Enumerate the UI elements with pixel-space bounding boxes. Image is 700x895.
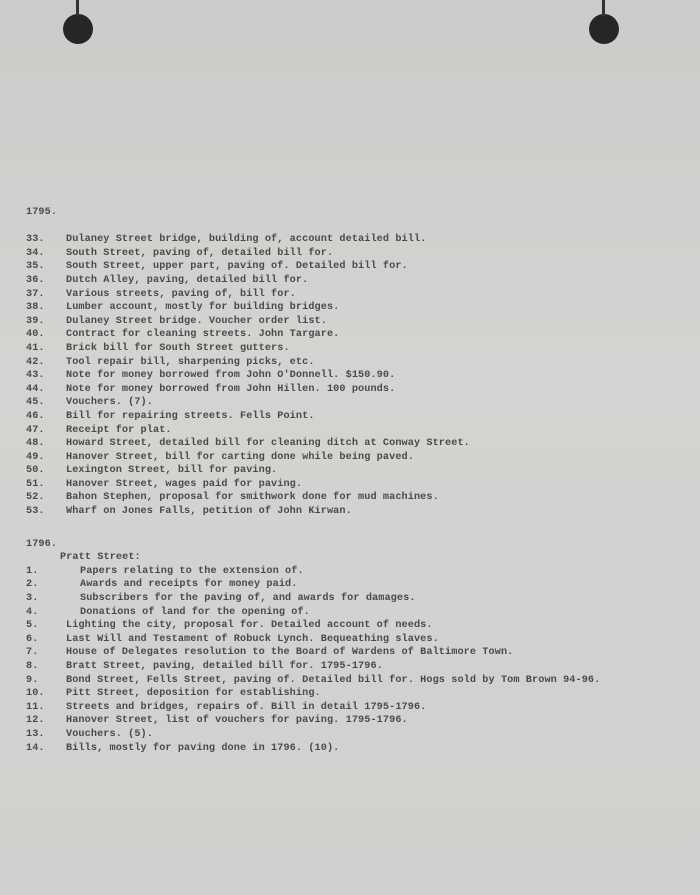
entry-number: 42. <box>26 356 45 368</box>
punch-hole-left <box>63 14 93 44</box>
entry-text: South Street, paving of, detailed bill for. <box>66 247 334 259</box>
entry-text: Bratt Street, paving, detailed bill for. 1795-1796. <box>66 661 383 672</box>
year-heading-1796: 1796. <box>26 538 58 550</box>
entry-number: 8. <box>26 661 39 672</box>
entry-text: Vouchers. (7). <box>66 397 153 409</box>
entry-text: Streets and bridges, repairs of. Bill in detail 1795-1796. <box>66 701 427 713</box>
list-item <box>26 565 686 579</box>
list-item <box>26 369 686 383</box>
list-item <box>26 410 686 424</box>
entry-number: 6. <box>26 633 39 645</box>
entry-number: 53. <box>26 506 45 518</box>
list-item <box>26 274 686 288</box>
entry-number: 47. <box>26 424 45 436</box>
entry-list-1795 <box>26 233 686 518</box>
entry-text: Note for money borrowed from John O'Donnell. $150.90. <box>66 370 396 382</box>
entry-number: 40. <box>26 329 45 341</box>
entry-text: Papers relating to the extension of. <box>80 565 304 577</box>
entry-number: 7. <box>26 647 39 659</box>
list-item <box>26 701 686 715</box>
entry-number: 5. <box>26 620 39 632</box>
list-item <box>26 633 686 647</box>
entry-text: Subscribers for the paving of, and awards for damages. <box>80 593 416 605</box>
entry-text: Lumber account, mostly for building bridges. <box>66 302 340 314</box>
entry-text: Dulaney Street bridge. Voucher order list. <box>66 315 327 327</box>
entry-number: 4. <box>26 606 39 618</box>
list-item <box>26 660 686 674</box>
list-item <box>26 301 686 315</box>
entry-text: Bond Street, Fells Street, paving of. Detailed bill for. Hogs sold by Tom Brown 94-96. <box>66 674 601 686</box>
entry-number: 2. <box>26 579 39 591</box>
entry-number: 51. <box>26 478 45 490</box>
entry-text: Note for money borrowed from John Hillen. 100 pounds. <box>66 383 396 395</box>
list-item <box>26 687 686 701</box>
punch-hole-right <box>589 14 619 44</box>
list-item <box>26 260 686 274</box>
entry-number: 34. <box>26 247 45 259</box>
list-item <box>26 505 686 519</box>
entry-text: Contract for cleaning streets. John Targare. <box>66 329 340 341</box>
entry-list-1796 <box>26 619 686 755</box>
entry-number: 3. <box>26 593 39 605</box>
list-item <box>26 478 686 492</box>
list-item <box>26 714 686 728</box>
list-item <box>26 356 686 370</box>
entry-number: 1. <box>26 565 39 577</box>
entry-number: 44. <box>26 383 45 395</box>
list-item <box>26 342 686 356</box>
entry-text: Bills, mostly for paving done in 1796. (10). <box>66 742 340 754</box>
list-item <box>26 233 686 247</box>
entry-text: Hanover Street, bill for carting done while being paved. <box>66 451 414 463</box>
entry-number: 50. <box>26 465 45 477</box>
entry-number: 11. <box>26 701 45 713</box>
sub-heading-pratt-street: Pratt Street: <box>60 552 141 564</box>
entry-text: Bill for repairing streets. Fells Point. <box>66 410 315 422</box>
document-content <box>26 206 686 755</box>
entry-number: 10. <box>26 688 45 700</box>
entry-number: 45. <box>26 397 45 409</box>
list-item <box>26 451 686 465</box>
list-item <box>26 578 686 592</box>
entry-text: Hanover Street, list of vouchers for paving. 1795-1796. <box>66 715 408 727</box>
entry-number: 33. <box>26 234 45 246</box>
list-item <box>26 728 686 742</box>
entry-number: 43. <box>26 370 45 382</box>
entry-number: 38. <box>26 302 45 314</box>
list-item <box>26 592 686 606</box>
list-item <box>26 742 686 756</box>
entry-text: Lighting the city, proposal for. Detailed account of needs. <box>66 620 433 632</box>
entry-number: 12. <box>26 715 45 727</box>
entry-number: 49. <box>26 451 45 463</box>
entry-number: 14. <box>26 742 45 754</box>
entry-text: Wharf on Jones Falls, petition of John Kirwan. <box>66 506 352 518</box>
entry-number: 13. <box>26 728 45 740</box>
list-item <box>26 606 686 620</box>
list-item <box>26 328 686 342</box>
entry-number: 48. <box>26 438 45 450</box>
entry-text: Awards and receipts for money paid. <box>80 579 298 591</box>
list-item <box>26 491 686 505</box>
entry-number: 36. <box>26 274 45 286</box>
list-item <box>26 619 686 633</box>
entry-number: 39. <box>26 315 45 327</box>
entry-text: Last Will and Testament of Robuck Lynch. Bequeathing slaves. <box>66 633 439 645</box>
entry-text: Howard Street, detailed bill for cleaning ditch at Conway Street. <box>66 438 470 450</box>
entry-text: Pitt Street, deposition for establishing. <box>66 688 321 700</box>
entry-text: Bahon Stephen, proposal for smithwork done for mud machines. <box>66 492 439 504</box>
list-item <box>26 383 686 397</box>
list-item <box>26 674 686 688</box>
entry-text: South Street, upper part, paving of. Detailed bill for. <box>66 261 408 273</box>
entry-text: House of Delegates resolution to the Board of Wardens of Baltimore Town. <box>66 647 514 659</box>
entry-text: Lexington Street, bill for paving. <box>66 465 278 477</box>
entry-text: Receipt for plat. <box>66 424 172 436</box>
entry-text: Various streets, paving of, bill for. <box>66 288 296 300</box>
entry-text: Dutch Alley, paving, detailed bill for. <box>66 274 309 286</box>
entry-text: Hanover Street, wages paid for paving. <box>66 478 303 490</box>
list-item <box>26 315 686 329</box>
list-item <box>26 288 686 302</box>
list-item <box>26 437 686 451</box>
list-item <box>26 424 686 438</box>
entry-text: Donations of land for the opening of. <box>80 606 310 618</box>
entry-number: 46. <box>26 410 45 422</box>
entry-text: Tool repair bill, sharpening picks, etc. <box>66 356 315 368</box>
list-item <box>26 646 686 660</box>
list-item <box>26 464 686 478</box>
entry-number: 37. <box>26 288 45 300</box>
list-item <box>26 247 686 261</box>
entry-text: Vouchers. (5). <box>66 728 153 740</box>
entry-text: Brick bill for South Street gutters. <box>66 342 290 354</box>
entry-number: 41. <box>26 342 45 354</box>
entry-number: 35. <box>26 261 45 273</box>
sub-entry-list-1796 <box>26 565 686 619</box>
entry-number: 9. <box>26 674 39 686</box>
year-heading-1795: 1795. <box>26 207 58 218</box>
list-item <box>26 396 686 410</box>
entry-number: 52. <box>26 492 45 504</box>
entry-text: Dulaney Street bridge, building of, account detailed bill. <box>66 234 427 246</box>
